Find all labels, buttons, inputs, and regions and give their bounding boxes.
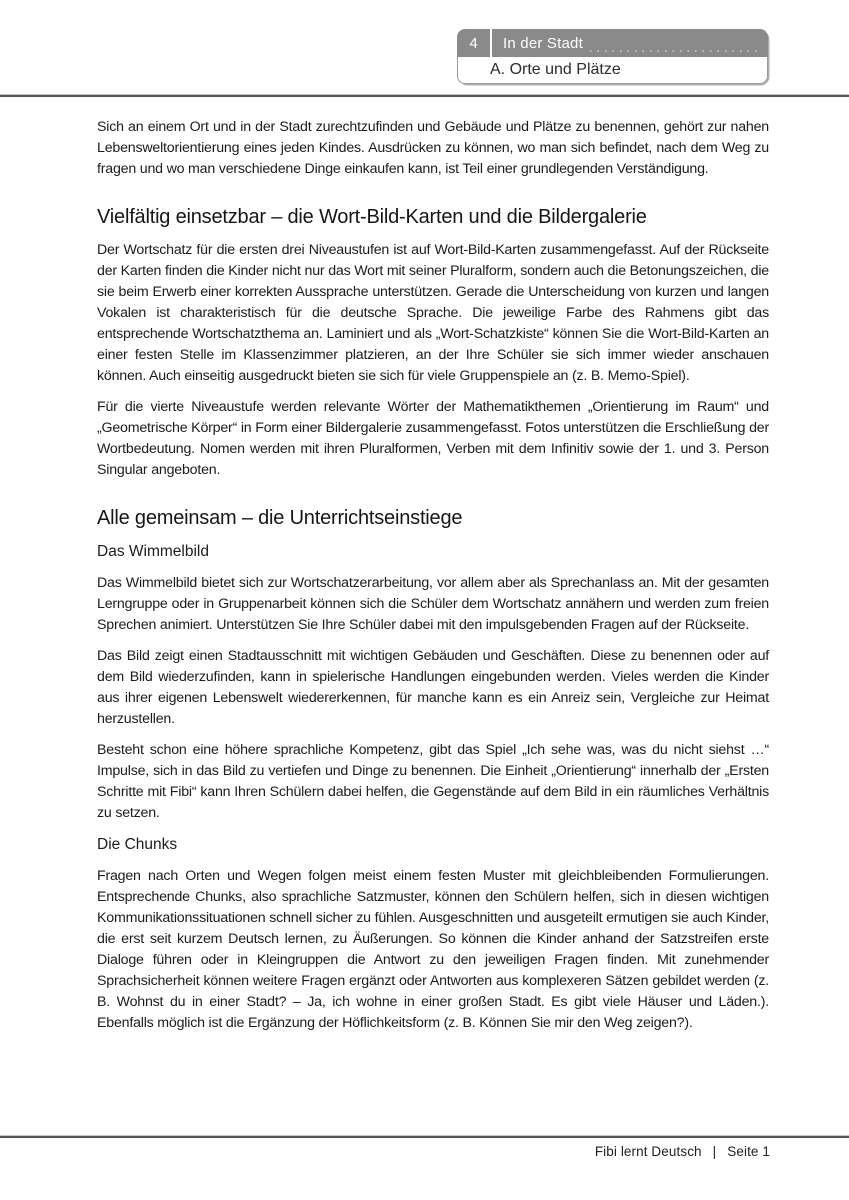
chapter-number: 4 xyxy=(457,29,492,57)
section-title: A. Orte und Plätze xyxy=(457,57,768,84)
footer-book-title: Fibi lernt Deutsch xyxy=(594,1144,702,1159)
footer-divider-rule xyxy=(0,1135,849,1138)
sub-heading-chunks: Die Chunks xyxy=(97,836,178,853)
paragraph: Der Wortschatz für die ersten drei Niveaustufen ist auf Wort-Bild-Karten zusammengefasst. Auf der Rückseite der Karten finden die Kinder nicht nur das Wort mit seiner Pluralform, sondern auch die Betonungszeichen, die sie beim Erwerb einer korrekten Aussprache unterstützen. Gerade die Unterscheidung von kurzen und langen Vokalen ist charakteristisch für die deutsche Sprache. Die jeweilige Farbe des Rahmens gibt das entsprechende Wortschatzthema an. Laminiert und als „Wort-Schatzkiste“ können Sie die Wort-Bild-Karten an einer festen Stelle im Klassenzimmer platzieren, an der Ihre Schüler sie sich immer wieder anschauen können. Auch einseitig ausgedruckt bieten sie sich für viele Gruppenspiele an (z. B. Memo-Spiel). xyxy=(97,242,769,384)
section-heading-wort-bild-karten: Vielfältig einsetzbar – die Wort-Bild-Karten und die Bildergalerie xyxy=(97,206,647,228)
paragraph: Das Bild zeigt einen Stadtausschnitt mit wichtigen Gebäuden und Geschäften. Diese zu benennen oder auf dem Bild wiederzufinden, kann in spielerische Handlungen eingebunden werden. Vieles werden die Kinder aus ihrer eigenen Lebenswelt wiedererkennen, für manche kann es ein Anreiz sein, Vergleiche zur Heimat herzustellen. xyxy=(97,648,769,727)
chapter-header-box xyxy=(457,29,768,84)
body-content xyxy=(97,117,769,1044)
chapter-bar-dotted-rule xyxy=(590,50,759,52)
paragraph: Besteht schon eine höhere sprachliche Kompetenz, gibt das Spiel „Ich sehe was, was du nicht siehst …“ Impulse, sich in das Bild zu vertiefen und Dinge zu benennen. Die Einheit „Orientierung“ innerhalb der „Ersten Schritte mit Fibi“ kann Ihren Schülern dabei helfen, die Gegenstände auf dem Bild in ein räumliches Verhältnis zu setzen. xyxy=(97,742,769,821)
chapter-bar xyxy=(457,29,768,57)
paragraph: Für die vierte Niveaustufe werden relevante Wörter der Mathematikthemen „Orientierung im Raum“ und „Geometrische Körper“ in Form einer Bildergalerie zusammengefasst. Fotos unterstützen die Erschließung der Wortbedeutung. Nomen werden mit ihren Pluralformen, Verben mit dem Infinitiv sowie der 1. und 3. Person Singular angeboten. xyxy=(97,399,769,478)
header-divider-rule xyxy=(0,94,849,97)
intro-paragraph: Sich an einem Ort und in der Stadt zurechtzufinden und Gebäude und Plätze zu benennen, gehört zur nahen Lebensweltorientierung eines jeden Kindes. Ausdrücken zu können, wo man sich befindet, nach dem Weg zu fragen und wo man verschiedene Dinge einkaufen kann, ist Teil einer grundlegenden Verständigung. xyxy=(97,119,769,177)
paragraph: Fragen nach Orten und Wegen folgen meist einem festen Muster mit gleichbleibenden Formulierungen. Entsprechende Chunks, also sprachliche Satzmuster, können den Schülern helfen, sich in diesen wichtigen Kommunikationssituationen schnell sicher zu fühlen. Ausgeschnitten und ausgeteilt ermutigen sie auch Kinder, die erst seit kurzem Deutsch lernen, zu Äußerungen. So können die Kinder anhand der Satzstreifen erste Dialoge führen oder in Kleingruppen die Antwort zu den jeweiligen Fragen finden. Mit zunehmender Sprachsicherheit können weitere Fragen ergänzt oder Antworten aus komplexeren Sätzen gebildet werden (z. B. Wohnst du in einer Stadt? – Ja, ich wohne in einer großen Stadt. Es gibt viele Häuser und Läden.). Ebenfalls möglich ist die Ergänzung der Höflichkeitsform (z. B. Können Sie mir den Weg zeigen?). xyxy=(97,868,769,1031)
footer-separator: | xyxy=(712,1144,717,1159)
footer-page-number: Seite 1 xyxy=(727,1144,770,1159)
chapter-title: In der Stadt xyxy=(503,34,583,52)
footer xyxy=(0,1144,770,1159)
paragraph: Das Wimmelbild bietet sich zur Wortschatzerarbeitung, vor allem aber als Sprechanlass an. Mit der gesamten Lerngruppe oder in Gruppenarbeit können sich die Schüler dem Wortschatz annähern und werden zum freien Sprechen animiert. Unterstützen Sie Ihre Schüler dabei mit den impulsgebenden Fragen auf der Rückseite. xyxy=(97,575,769,633)
sub-heading-wimmelbild: Das Wimmelbild xyxy=(97,543,209,560)
section-heading-unterrichtseinstiege: Alle gemeinsam – die Unterrichtseinstiege xyxy=(97,507,463,529)
